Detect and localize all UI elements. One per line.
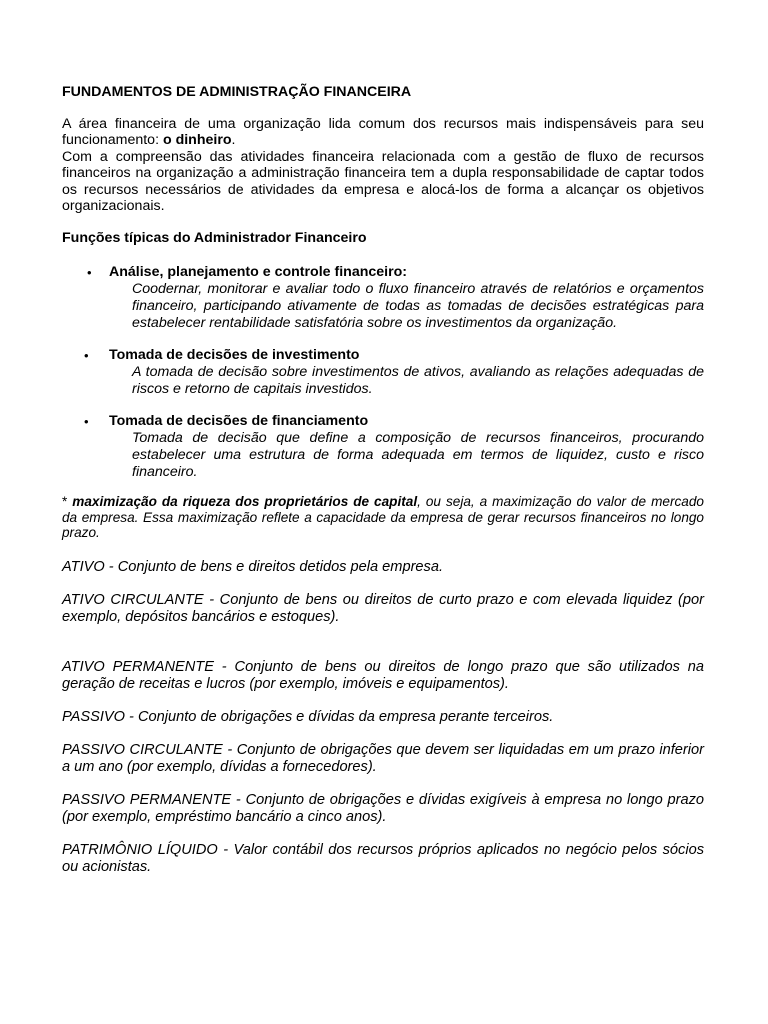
intro-bold-term: o dinheiro bbox=[162, 132, 232, 149]
function-item-investment bbox=[62, 347, 704, 397]
definition-text: - Valor contábil dos recursos próprios aplicados no negócio pelos sócios ou acionistas. bbox=[62, 841, 704, 875]
intro-paragraph-2: Com a compreensão das atividades financeira relacionada com a gestão de fluxo de recursos financeiros na organização a administração financeira tem a dupla responsabilidade de captar todos os recursos necessários de atividades da empresa e alocá-los de forma a alcançar os objetivos organizacionais. bbox=[62, 148, 704, 215]
definition-ativo-permanente bbox=[62, 659, 704, 693]
document-title: FUNDAMENTOS DE ADMINISTRAÇÃO FINANCEIRA bbox=[62, 84, 412, 100]
bullet-icon: • bbox=[84, 348, 89, 364]
function-item-financing bbox=[62, 413, 704, 480]
definition-patrimonio-liquido bbox=[62, 842, 704, 876]
function-title: Tomada de decisões de financiamento bbox=[109, 413, 369, 430]
definition-passivo-permanente bbox=[62, 792, 704, 826]
functions-heading: Funções típicas do Administrador Financeiro bbox=[62, 230, 367, 247]
note-prefix: * bbox=[62, 494, 73, 510]
functions-list bbox=[62, 264, 704, 480]
bullet-icon: • bbox=[84, 414, 89, 430]
function-description: Tomada de decisão que define a composição de recursos financeiros, procurando estabelecer uma estrutura de forma adequada em termos de liquidez, custo e risco financeiro. bbox=[132, 430, 704, 480]
definition-term: PATRIMÔNIO LÍQUIDO bbox=[62, 841, 218, 858]
definition-text: - Conjunto de bens e direitos detidos pela empresa. bbox=[104, 558, 444, 575]
definition-term: ATIVO CIRCULANTE bbox=[62, 591, 204, 608]
function-description: Coodernar, monitorar e avaliar todo o fluxo financeiro através de relatórios e orçamentos financeiro, participando ativamente de todas as tomadas de decisões estratégicas para estabelecer rentabilidade satisfatória sobre os investimentos da organização. bbox=[132, 281, 704, 331]
intro-paragraph-1 bbox=[62, 116, 704, 149]
definition-term: PASSIVO CIRCULANTE bbox=[62, 741, 223, 758]
definition-text: - Conjunto de bens ou direitos de longo prazo que são utilizados na geração de receitas e lucros (por exemplo, imóveis e equipamentos). bbox=[62, 658, 704, 692]
function-description: A tomada de decisão sobre investimentos de ativos, avaliando as relações adequadas de riscos e retorno de capitais investidos. bbox=[132, 364, 704, 397]
definition-text: - Conjunto de bens ou direitos de curto prazo e com elevada liquidez (por exemplo, depósitos bancários e estoques). bbox=[62, 591, 704, 625]
intro-text: A área financeira de uma organização lida comum dos recursos mais indispensáveis para seu funcionamento: bbox=[62, 116, 704, 149]
definition-ativo-circulante bbox=[62, 592, 704, 626]
function-title: Análise, planejamento e controle financeiro: bbox=[109, 264, 408, 281]
definition-term: ATIVO bbox=[62, 558, 105, 575]
intro-period: . bbox=[231, 132, 236, 149]
wealth-maximization-note bbox=[62, 494, 704, 541]
definition-passivo-circulante bbox=[62, 742, 704, 776]
definition-ativo bbox=[62, 559, 704, 576]
note-text: , ou seja, a maximização do valor de mercado da empresa. Essa maximização reflete a capacidade da empresa de gerar recursos financeiros no longo prazo. bbox=[62, 494, 704, 541]
note-strong-term: maximização da riqueza dos proprietários de capital bbox=[72, 494, 418, 510]
definition-term: PASSIVO PERMANENTE bbox=[62, 791, 232, 808]
definition-term: PASSIVO bbox=[62, 708, 125, 725]
function-title: Tomada de decisões de investimento bbox=[109, 347, 360, 364]
document-page bbox=[62, 84, 704, 876]
definition-text: - Conjunto de obrigações que devem ser liquidadas em um prazo inferior a um ano (por exemplo, dívidas a fornecedores). bbox=[62, 741, 705, 775]
bullet-icon: • bbox=[87, 265, 92, 281]
definition-text: - Conjunto de obrigações e dívidas da empresa perante terceiros. bbox=[125, 708, 554, 725]
definition-text: - Conjunto de obrigações e dívidas exigíveis à empresa no longo prazo (por exemplo, empréstimo bancário a cinco anos). bbox=[62, 791, 704, 825]
definition-passivo bbox=[62, 709, 704, 726]
definition-term: ATIVO PERMANENTE bbox=[62, 658, 214, 675]
function-item-analysis bbox=[62, 264, 704, 331]
